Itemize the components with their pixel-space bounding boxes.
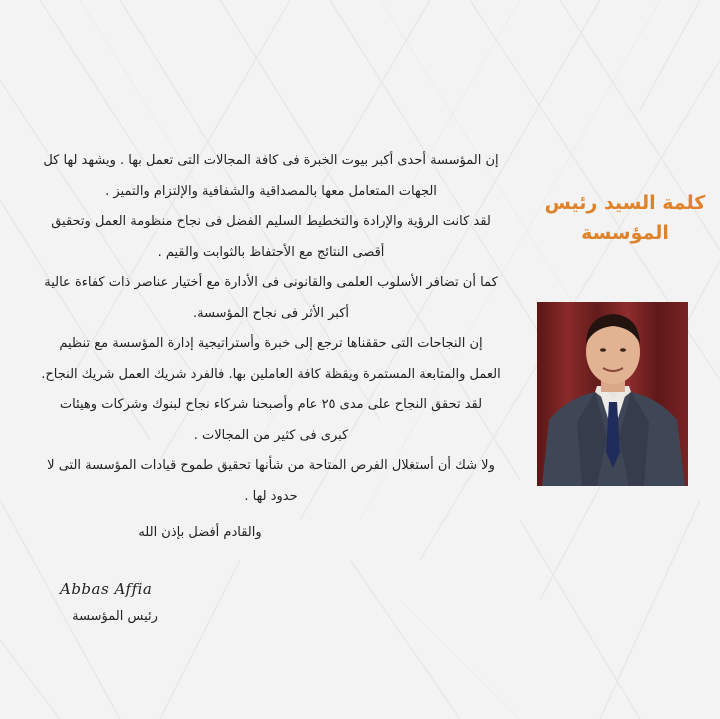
page-heading: [540, 188, 710, 248]
signature-title: رئيس المؤسسة: [72, 609, 158, 624]
message-line: لقد كانت الرؤية والإرادة والتخطيط السليم الفضل فى نجاح منظومة العمل وتحقيق: [51, 214, 491, 229]
message-line: العمل والمتابعة المستمرة ويقظة كافة العاملين بها. فالفرد شريك العمل شريك النجاح.: [41, 366, 501, 382]
message-line: أكبر الأثر فى نجاح المؤسسة.: [192, 305, 350, 321]
signature-name: Abbas Affia: [60, 580, 153, 598]
heading-line-1: كلمة السيد رئيس: [544, 192, 706, 214]
message-line: إن النجاحات التى حققناها ترجع إلى خبرة وأستراتيجية إدارة المؤسسة مع تنظيم: [59, 336, 483, 351]
chairman-photo: [537, 302, 688, 486]
message-line: إن المؤسسة أحدى أكبر بيوت الخبرة فى كافة المجالات التى تعمل بها . ويشهد لها كل: [43, 153, 499, 168]
message-line: كبرى فى كثير من المجالات .: [193, 427, 349, 443]
message-line: أقصى النتائج مع الأحتفاظ بالثوابت والقيم .: [157, 244, 385, 260]
message-line: حدود لها .: [244, 488, 298, 504]
message-line: لقد تحقق النجاح على مدى ٢٥ عام وأصبحنا شركاء نجاح لبنوك وشركات وهيئات: [59, 397, 483, 412]
heading-line-2: المؤسسة: [581, 222, 669, 244]
message-line: ولا شك أن أستغلال الفرص المتاحة من شأنها تحقيق طموح قيادات المؤسسة التى لا: [47, 458, 495, 473]
message-line: الجهات المتعامل معها بالمصداقية والشفافية والإلتزام والتميز .: [105, 183, 437, 199]
chairman-message: [34, 146, 508, 512]
closing-line: والقادم أفضل بإذن الله: [138, 525, 262, 540]
message-line: كما أن تضافر الأسلوب العلمى والقانونى فى الأدارة مع أختيار عناصر ذات كفاءة عالية: [44, 275, 498, 290]
